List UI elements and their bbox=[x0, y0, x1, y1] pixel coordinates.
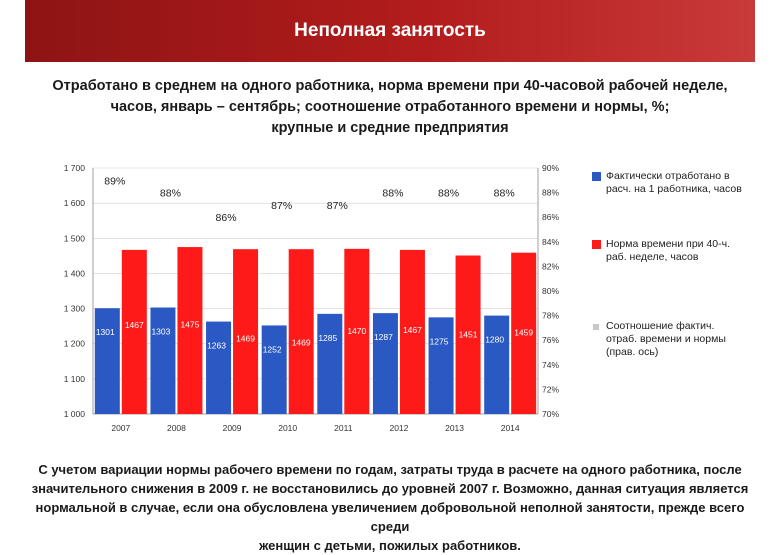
footer-note bbox=[30, 460, 750, 555]
y-tick-label: 1 300 bbox=[63, 303, 85, 314]
bar-norm bbox=[233, 249, 258, 414]
bar-actual bbox=[262, 325, 287, 414]
data-label-actual: 1287 bbox=[373, 332, 393, 343]
y2-tick-label: 74% bbox=[542, 359, 560, 370]
legend-item-actual bbox=[592, 170, 742, 196]
bar-norm bbox=[177, 247, 202, 414]
legend-item-norm bbox=[592, 238, 742, 264]
bar-actual bbox=[373, 313, 398, 414]
y-tick-label: 1 400 bbox=[63, 268, 85, 279]
footer-line: женщин с детьми, пожилых работников. bbox=[259, 538, 521, 553]
bar-actual bbox=[150, 308, 175, 414]
legend-swatch-actual bbox=[592, 172, 601, 181]
y-tick-label: 1 700 bbox=[63, 163, 85, 173]
y-tick-label: 1 200 bbox=[63, 338, 85, 349]
y-tick-label: 1 000 bbox=[63, 409, 85, 419]
bar-actual bbox=[95, 308, 120, 414]
footer-line: нормальной в случае, если она обусловлена увеличением добровольной неполной занятости, прежде всего среди bbox=[35, 500, 745, 534]
x-tick-label: 2011 bbox=[334, 423, 353, 433]
subtitle-line: крупные и средние предприятия bbox=[271, 120, 509, 136]
data-label-norm: 1475 bbox=[180, 319, 200, 330]
legend-swatch-norm bbox=[592, 240, 601, 249]
slide-title: Неполная занятость bbox=[294, 20, 486, 41]
y2-tick-label: 82% bbox=[542, 261, 560, 272]
y2-tick-label: 84% bbox=[542, 236, 560, 247]
footer-line: С учетом вариации нормы рабочего времени по годам, затраты труда в расчете на одного работника, после bbox=[38, 462, 742, 477]
bar-norm bbox=[122, 250, 147, 414]
subtitle-line: Отработано в среднем на одного работника, норма времени при 40-часовой рабочей неделе, bbox=[52, 78, 728, 94]
data-label-ratio: 89% bbox=[104, 175, 126, 188]
x-tick-label: 2013 bbox=[445, 423, 465, 433]
data-label-norm: 1470 bbox=[347, 325, 367, 336]
x-tick-label: 2010 bbox=[278, 423, 298, 433]
data-label-ratio: 88% bbox=[438, 187, 460, 200]
y2-tick-label: 76% bbox=[542, 335, 560, 346]
data-label-ratio: 87% bbox=[271, 199, 293, 212]
subtitle-line: часов, январь – сентябрь; соотношение отработанного времени и нормы, %; bbox=[110, 99, 670, 115]
x-tick-label: 2009 bbox=[222, 423, 242, 433]
legend-label-norm: Норма времени при 40-ч. раб. неделе, часов bbox=[606, 238, 731, 263]
data-label-ratio: 86% bbox=[215, 212, 237, 225]
y-tick-label: 1 600 bbox=[63, 198, 85, 209]
x-tick-label: 2014 bbox=[500, 423, 520, 433]
data-label-actual: 1285 bbox=[318, 332, 338, 343]
data-label-actual: 1275 bbox=[429, 336, 449, 347]
y-tick-label: 1 100 bbox=[63, 373, 85, 384]
data-label-norm: 1469 bbox=[236, 333, 255, 344]
bar-actual bbox=[317, 314, 342, 414]
data-label-actual: 1252 bbox=[262, 344, 282, 355]
y2-tick-label: 86% bbox=[542, 212, 560, 223]
combo-bar-chart bbox=[48, 156, 568, 438]
x-tick-label: 2012 bbox=[389, 423, 409, 433]
y2-tick-label: 80% bbox=[542, 286, 560, 296]
data-label-norm: 1467 bbox=[402, 325, 422, 336]
data-label-ratio: 88% bbox=[493, 187, 515, 200]
slide-header bbox=[25, 0, 755, 62]
y2-tick-label: 90% bbox=[542, 163, 560, 173]
legend-label-ratio: Соотношение фактич. отраб. времени и нормы (прав. ось) bbox=[606, 320, 726, 358]
data-label-norm: 1467 bbox=[124, 320, 144, 331]
bar-norm bbox=[289, 249, 314, 414]
data-label-norm: 1469 bbox=[291, 337, 311, 348]
data-label-actual: 1263 bbox=[207, 340, 226, 351]
y-tick-label: 1 500 bbox=[63, 233, 85, 244]
data-label-norm: 1459 bbox=[514, 327, 534, 338]
chart-subtitle bbox=[30, 76, 750, 139]
data-label-ratio: 88% bbox=[382, 187, 404, 200]
data-label-actual: 1301 bbox=[95, 327, 115, 338]
legend-swatch-ratio bbox=[593, 324, 599, 330]
legend-item-ratio bbox=[592, 320, 742, 359]
bar-actual bbox=[206, 322, 231, 414]
data-label-ratio: 88% bbox=[159, 187, 181, 200]
data-label-norm: 1451 bbox=[458, 329, 478, 340]
legend-label-actual: Фактически отработано в расч. на 1 работника, часов bbox=[606, 170, 742, 195]
bar-actual bbox=[429, 317, 454, 414]
data-label-ratio: 87% bbox=[326, 199, 348, 212]
x-tick-label: 2007 bbox=[111, 423, 131, 433]
chart-legend bbox=[592, 164, 742, 359]
data-label-actual: 1303 bbox=[151, 326, 171, 337]
y2-tick-label: 88% bbox=[542, 187, 560, 198]
bar-actual bbox=[484, 316, 509, 414]
y2-tick-label: 72% bbox=[542, 384, 560, 395]
y2-tick-label: 78% bbox=[542, 310, 560, 321]
y2-tick-label: 70% bbox=[542, 409, 560, 419]
data-label-actual: 1280 bbox=[485, 334, 505, 345]
footer-line: значительного снижения в 2009 г. не восстановились до уровней 2007 г. Возможно, данная ситуация является bbox=[31, 481, 749, 496]
x-tick-label: 2008 bbox=[166, 423, 186, 433]
